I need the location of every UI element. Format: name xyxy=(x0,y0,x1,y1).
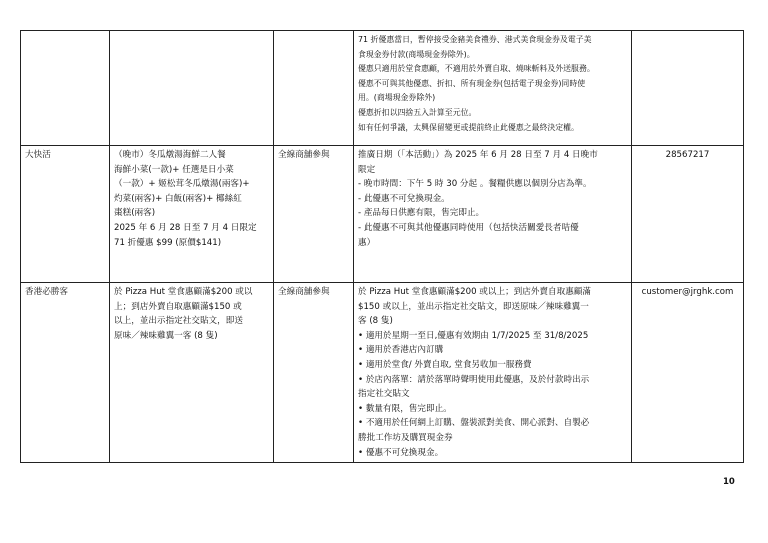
merchant-cell xyxy=(21,283,110,463)
offer-line: 上；到店外賣自取惠顧滿$150 或 xyxy=(114,301,242,312)
table-row xyxy=(21,146,744,283)
terms-line: 優惠不可與其他優惠、折扣、所有現金券(包括電子現金券)同時使 xyxy=(358,78,586,88)
terms-line: 客 (8 隻) xyxy=(358,316,393,327)
terms-line: 如有任何爭議，太興保留變更或提前終止此優惠之最終決定權。 xyxy=(358,122,579,132)
terms-line: $150 或以上，並出示指定社交貼文，即送原味／辣味雞翼一 xyxy=(358,301,589,312)
merchant-cell xyxy=(21,31,110,146)
offer-cell xyxy=(110,31,274,146)
contact-info: customer@jrghk.com xyxy=(641,287,734,297)
offer-cell xyxy=(110,283,274,463)
table-row xyxy=(21,31,744,146)
terms-cell xyxy=(354,31,632,146)
terms-line: 食現金券付款(商場現金券除外)。 xyxy=(358,49,475,59)
contact-cell xyxy=(632,283,744,463)
terms-line: 於 Pizza Hut 堂食惠顧滿$200 或以上；到店外賣自取惠顧滿 xyxy=(358,287,592,297)
scope-text: 全線商舖參與 xyxy=(278,150,330,160)
terms-line: • 優惠不可兌換現金。 xyxy=(358,446,627,461)
offers-table xyxy=(20,30,744,463)
terms-line: • 於店內落單：請於落單時聲明使用此優惠，及於付款時出示 xyxy=(358,373,627,388)
offer-line: 71 折優惠 $99 (原價$141) xyxy=(114,237,222,248)
terms-line: - 此優惠不可兌換現金。 xyxy=(358,193,450,204)
terms-line: 限定 xyxy=(358,164,376,175)
offer-line: 以上，並出示指定社交貼文，即送 xyxy=(114,316,243,327)
offer-line: （晚市）冬瓜燉湯海鮮二人餐 xyxy=(114,150,226,160)
terms-cell xyxy=(354,283,632,463)
page-number: 10 xyxy=(723,477,735,487)
offer-cell xyxy=(110,146,274,283)
terms-line: - 此優惠不可與其他優惠同時使用（包括快活關愛長者咭優 xyxy=(358,222,579,233)
scope-text: 全線商舖參與 xyxy=(278,287,330,297)
offer-line: 於 Pizza Hut 堂食惠顧滿$200 或以 xyxy=(114,287,253,297)
terms-line: 推廣日期（「本活動」）為 2025 年 6 月 28 日至 7 月 4 日晚市 xyxy=(358,150,598,160)
terms-line: 優惠只適用於堂食惠顧，不適用於外賣自取、燒味斬料及外送服務。 xyxy=(358,64,595,74)
terms-line: - 晚市時間：下午 5 時 30 分起 。餐糧供應以個別分店為準。 xyxy=(358,179,592,190)
merchant-cell xyxy=(21,146,110,283)
contact-cell xyxy=(632,146,744,283)
scope-cell xyxy=(274,283,354,463)
terms-line: • 適用於香港店內訂購 xyxy=(358,343,627,358)
offer-line: 海鮮小菜(一款)+ 任選是日小菜 xyxy=(114,164,234,175)
terms-line: - 產品每日供應有限，售完即止。 xyxy=(358,208,485,219)
offer-line: （一款）+ 姬松茸冬瓜燉湯(兩客)+ xyxy=(114,179,250,190)
offers-table-body xyxy=(21,31,744,463)
terms-line: 用。(商場現金券除外) xyxy=(358,93,436,103)
terms-line: • 不適用於任何網上訂購、盤裝派對美食、開心派對、自製必 xyxy=(358,416,627,431)
terms-cell xyxy=(354,146,632,283)
terms-line: 惠） xyxy=(358,237,376,248)
merchant-name: 香港必勝客 xyxy=(25,287,68,297)
terms-line: • 適用於堂食/ 外賣自取, 堂食另收加一服務費 xyxy=(358,358,627,373)
offer-line: 棗糕(兩客) xyxy=(114,208,156,219)
offer-line: 原味／辣味雞翼一客 (8 隻) xyxy=(114,330,218,341)
contact-cell xyxy=(632,31,744,146)
contact-info: 28567217 xyxy=(665,150,710,160)
terms-line: • 數量有限，售完即止。 xyxy=(358,402,627,417)
scope-cell xyxy=(274,31,354,146)
terms-line: 勝批工作坊及購買現金券 xyxy=(358,432,453,443)
terms-line: • 適用於星期一至日,優惠有效期由 1/7/2025 至 31/8/2025 xyxy=(358,329,627,344)
terms-line: 優惠折扣以四捨五入計算至元位。 xyxy=(358,107,477,117)
table-row xyxy=(21,283,744,463)
offer-line: 2025 年 6 月 28 日至 7 月 4 日限定 xyxy=(114,222,257,233)
terms-line: 指定社交貼文 xyxy=(358,389,410,400)
merchant-name: 大快活 xyxy=(25,150,51,160)
offer-line: 灼菜(兩客)+ 白飯(兩客)+ 椰絲紅 xyxy=(114,193,242,204)
terms-line: 71 折優惠當日，暫停接受金豬美食禮券、港式美食現金券及電子美 xyxy=(358,35,592,44)
scope-cell xyxy=(274,146,354,283)
